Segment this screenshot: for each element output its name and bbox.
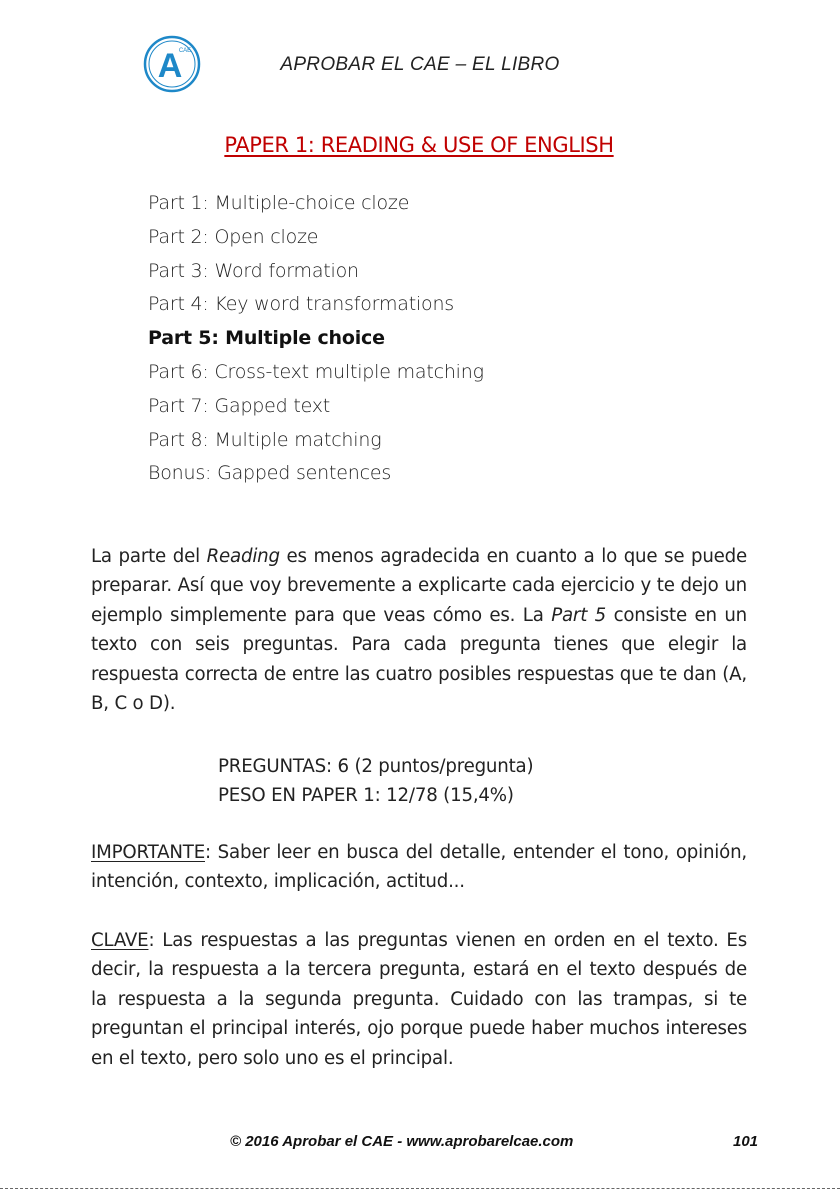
book-header-title: [0, 54, 840, 76]
intro-text: consiste en un texto con seis preguntas. Para cada pregunta tienes que elegir la respuesta correcta de entre las cuatro posibles respuestas que te dan (A, B, C o D).: [91, 604, 748, 715]
part-item: Bonus: Gapped sentences: [148, 462, 392, 485]
importante-text: : Saber leer en busca del detalle, entender el tono, opinión, intención, contexto, implicación, actitud...: [91, 842, 747, 893]
intro-paragraph: [91, 542, 747, 718]
clave-paragraph: [91, 926, 747, 1073]
part-item: Part 3: Word formation: [148, 259, 359, 282]
part-item: Part 7: Gapped text: [148, 394, 331, 417]
intro-text: es menos agradecida en cuanto a lo que se puede preparar. Así que voy brevemente a explicarte cada ejercicio y te dejo un ejemplo simplemente para que veas cómo es. La: [91, 546, 747, 626]
logo-letter: A: [157, 47, 183, 85]
logo-small-text: CAE: [178, 48, 192, 54]
parts-list: [148, 187, 484, 491]
intro-reading-term: Reading: [206, 546, 280, 567]
questions-count: PREGUNTAS: 6 (2 puntos/pregunta): [218, 756, 534, 777]
intro-part5-term: Part 5: [551, 604, 607, 626]
intro-text: La parte del: [91, 546, 207, 567]
stats-block: [218, 752, 533, 810]
clave-label: CLAVE: [91, 930, 149, 951]
part-item-current: Part 5: Multiple choice: [148, 327, 385, 350]
clave-text: : Las respuestas a las preguntas vienen en orden en el texto. Es decir, la respuesta a la tercera pregunta, estará en el texto después de la respuesta a la segunda pregunta. Cuidado con las trampas, si te preguntan el principal interés, ojo porque puede haber muchos intereses en el texto, pero solo uno es el principal.: [91, 930, 747, 1069]
part-item: Part 4: Key word transformations: [148, 293, 454, 316]
page-number: 101: [733, 1133, 759, 1150]
part-item: Part 2: Open cloze: [148, 225, 319, 248]
part-item: Part 6: Cross-text multiple matching: [148, 360, 484, 383]
header-title-text: APROBAR EL CAE – EL LIBRO: [280, 54, 560, 75]
part-item: Part 1: Multiple-choice cloze: [148, 192, 410, 214]
importante-label: IMPORTANTE: [91, 842, 205, 863]
footer-copyright: © 2016 Aprobar el CAE - www.aprobarelcae.com: [230, 1133, 574, 1150]
bottom-divider: [0, 1188, 840, 1189]
importante-paragraph: [91, 838, 747, 897]
paper-weight: PESO EN PAPER 1: 12/78 (15,4%): [218, 785, 514, 806]
part-item: Part 8: Multiple matching: [148, 428, 382, 451]
paper-title: PAPER 1: READING & USE OF ENGLISH: [224, 133, 614, 157]
